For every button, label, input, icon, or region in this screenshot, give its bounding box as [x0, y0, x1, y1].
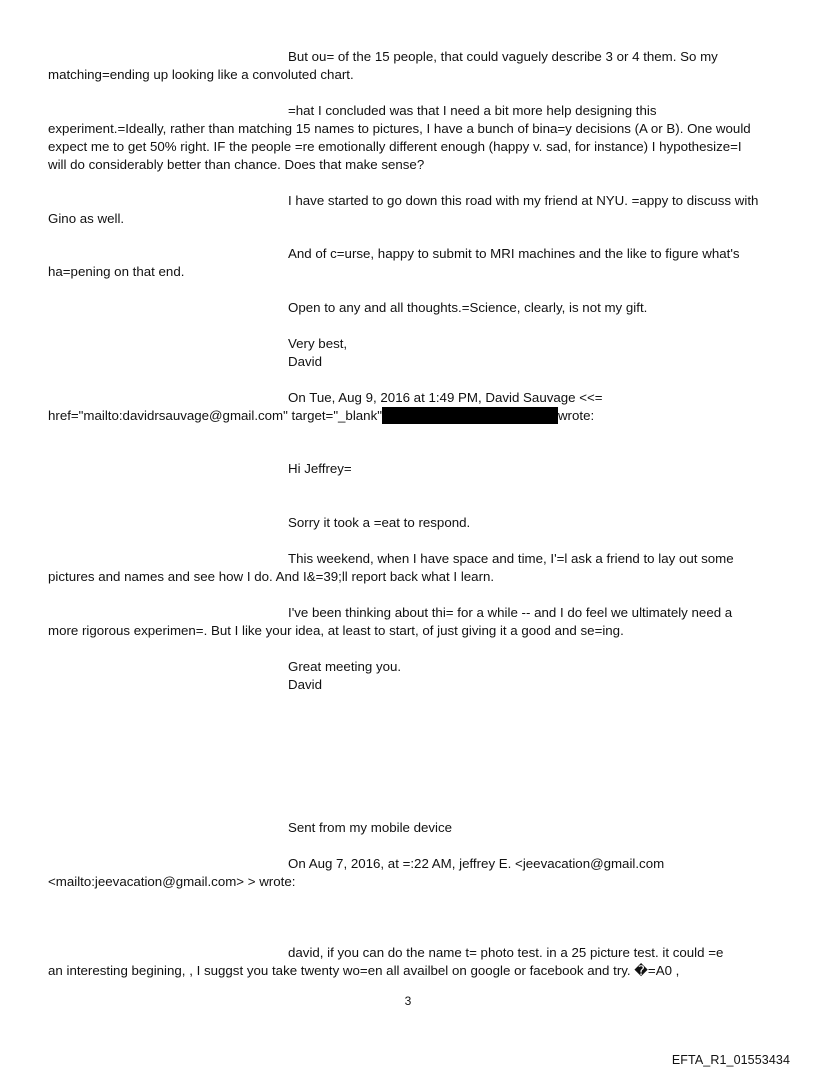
- greeting: Hi Jeffrey=: [288, 461, 352, 476]
- paragraph: Sorry it took a =eat to respond.: [288, 515, 471, 530]
- paragraph: But ou= of the 15 people, that could vaguely describe 3 or 4 them. So my matching=ending up looking like a convoluted chart.: [48, 49, 718, 82]
- paragraph: This weekend, when I have space and time, I'=l ask a friend to lay out some pictures and names and see how I do. And I&=39;ll report back what I learn.: [48, 551, 734, 584]
- paragraph: Open to any and all thoughts.=Science, clearly, is not my gift.: [288, 300, 648, 315]
- document-id: EFTA_R1_01553434: [671, 1053, 790, 1067]
- paragraph: I have started to go down this road with my friend at NYU. =appy to discuss with Gino as well.: [48, 193, 759, 226]
- quoted-header: On Tue, Aug 9, 2016 at 1:49 PM, David Sauvage <<= href="mailto:davidrsauvage@gmail.com" target="_blank" wrote:: [48, 390, 603, 423]
- paragraph: I've been thinking about thi= for a while -- and I do feel we ultimately need a more rigorous experimen=. But I like your idea, at least to start, of just giving it a good and se=ing.: [48, 605, 733, 638]
- paragraph: And of c=urse, happy to submit to MRI machines and the like to figure what's ha=pening on that end.: [48, 246, 740, 279]
- paragraph: =hat I concluded was that I need a bit more help designing this experiment.=Ideally, rather than matching 15 names to pictures, I have a bunch of bina=y decisions (A or B). One would expect me to get 50% right. IF the people =re emotionally different enough (happy v. sad, for instance) I hypothesize=I will do considerably better than chance. Does that make sense?: [48, 103, 751, 172]
- signoff: Very best, David: [288, 336, 348, 369]
- mobile-signature: Sent from my mobile device: [288, 820, 453, 835]
- quoted-header: On Aug 7, 2016, at =:22 AM, jeffrey E. <jeevacation@gmail.com <mailto:jeevacation@gmail.com> > wrote:: [48, 856, 665, 889]
- redaction-block: [382, 407, 558, 424]
- signoff: Great meeting you. David: [288, 659, 402, 692]
- page-number: 3: [404, 994, 412, 1008]
- paragraph: david, if you can do the name t= photo test. in a 25 picture test. it could =e an interesting begining, , I suggst you take twenty wo=en all availbel on google or facebook and try. �=A0 ,: [48, 945, 724, 978]
